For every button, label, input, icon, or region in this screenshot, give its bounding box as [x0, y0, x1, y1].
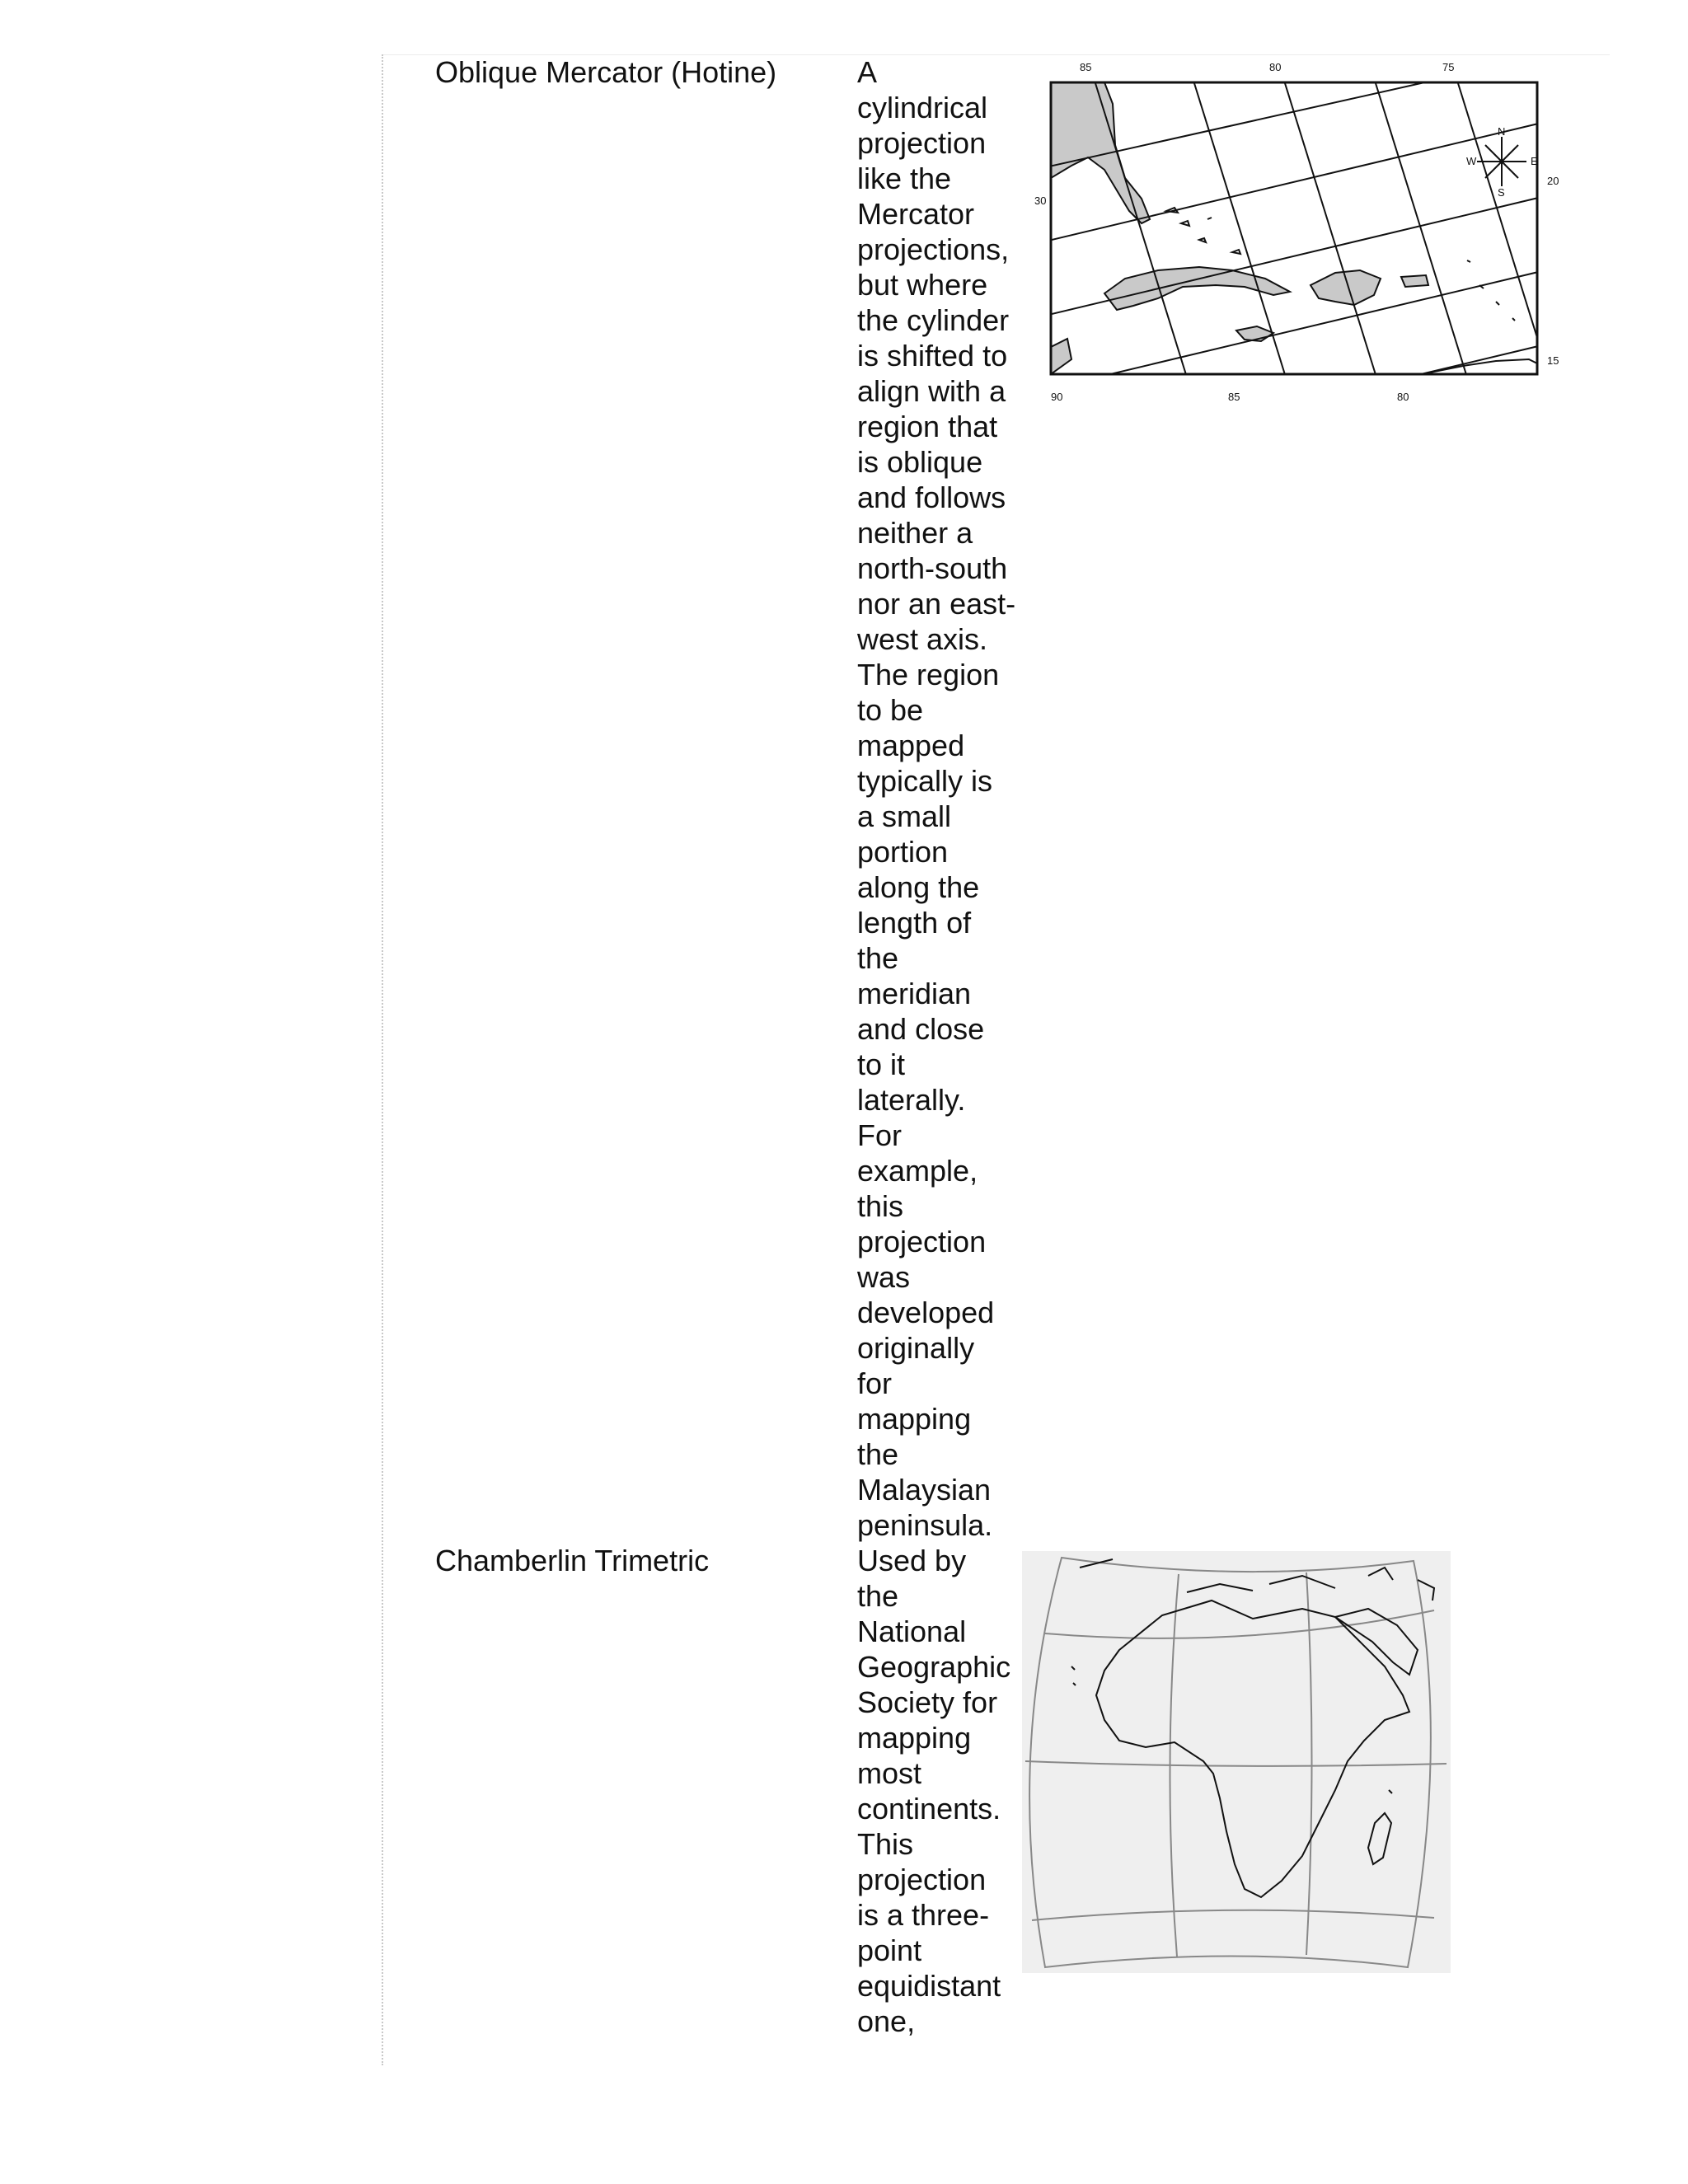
- map-left-label: 30: [1034, 194, 1047, 207]
- oblique-mercator-map: [1034, 54, 1587, 409]
- compass-south-label: S: [1498, 186, 1505, 199]
- projection-description: [857, 54, 1022, 1543]
- description-line: National: [857, 1615, 967, 1648]
- description-line: but where: [857, 268, 988, 302]
- description-line: Society for: [857, 1685, 998, 1719]
- description-line: the: [857, 941, 899, 975]
- map-top-label: 80: [1269, 61, 1282, 73]
- description-line: equidistant: [857, 1969, 1001, 2003]
- projection-description: [857, 1543, 1022, 2039]
- map-top-label: 85: [1080, 61, 1092, 73]
- description-line: The region: [857, 658, 1000, 691]
- description-line: a small: [857, 799, 952, 833]
- description-line: projection: [857, 1863, 987, 1896]
- projection-name: Oblique Mercator (Hotine): [435, 55, 777, 89]
- description-line: west axis.: [857, 622, 988, 656]
- description-line: the cylinder: [857, 303, 1010, 337]
- description-line: point: [857, 1933, 922, 1967]
- map-bottom-label: 90: [1051, 391, 1063, 403]
- description-line: nor an east-: [857, 587, 1016, 621]
- description-line: is oblique: [857, 445, 983, 479]
- description-line: most: [857, 1756, 922, 1790]
- description-line: This: [857, 1827, 914, 1861]
- chamberlin-trimetric-map: [1022, 1551, 1451, 1973]
- description-line: to be: [857, 693, 924, 727]
- description-line: Used by: [857, 1544, 967, 1577]
- description-line: laterally.: [857, 1083, 966, 1117]
- description-line: Mercator: [857, 197, 975, 231]
- description-line: developed: [857, 1296, 995, 1329]
- map-right-label: 20: [1547, 175, 1559, 187]
- description-line: portion: [857, 835, 949, 869]
- table-left-border: [382, 54, 383, 2065]
- description-line: mapping: [857, 1402, 972, 1436]
- compass-west-label: W: [1466, 155, 1477, 167]
- description-line: this: [857, 1189, 904, 1223]
- description-line: to it: [857, 1047, 906, 1081]
- description-line: typically is: [857, 764, 993, 798]
- description-line: the: [857, 1437, 899, 1471]
- description-line: like the: [857, 162, 952, 195]
- description-line: is shifted to: [857, 339, 1008, 373]
- description-line: A: [857, 55, 878, 89]
- description-line: and close: [857, 1012, 985, 1046]
- description-line: region that: [857, 410, 998, 443]
- description-line: and follows: [857, 480, 1006, 514]
- description-line: continents.: [857, 1792, 1001, 1825]
- map-right-label: 15: [1547, 354, 1559, 367]
- description-line: projection: [857, 1225, 987, 1258]
- description-line: the: [857, 1579, 899, 1613]
- description-line: mapping: [857, 1721, 972, 1755]
- description-line: meridian: [857, 977, 972, 1010]
- description-line: mapped: [857, 729, 965, 762]
- description-line: was: [857, 1260, 911, 1294]
- description-line: neither a: [857, 516, 973, 550]
- description-line: cylindrical: [857, 91, 988, 124]
- compass-east-label: E: [1531, 155, 1538, 167]
- description-line: length of: [857, 906, 972, 940]
- description-line: for: [857, 1366, 893, 1400]
- map-top-label: 75: [1442, 61, 1455, 73]
- description-line: is a three-: [857, 1898, 990, 1932]
- description-line: Geographic: [857, 1650, 1011, 1684]
- description-line: Malaysian: [857, 1473, 992, 1507]
- map-bottom-label: 80: [1397, 391, 1409, 403]
- description-line: along the: [857, 870, 980, 904]
- description-line: projections,: [857, 232, 1010, 266]
- compass-north-label: N: [1498, 125, 1506, 138]
- description-line: projection: [857, 126, 987, 160]
- description-line: one,: [857, 2004, 916, 2038]
- description-line: align with a: [857, 374, 1006, 408]
- description-line: north-south: [857, 551, 1008, 585]
- projection-name: Chamberlin Trimetric: [435, 1544, 710, 1577]
- description-line: originally: [857, 1331, 975, 1365]
- description-line: For: [857, 1118, 902, 1152]
- description-line: example,: [857, 1154, 978, 1188]
- description-line: peninsula.: [857, 1508, 993, 1542]
- map-bottom-label: 85: [1228, 391, 1240, 403]
